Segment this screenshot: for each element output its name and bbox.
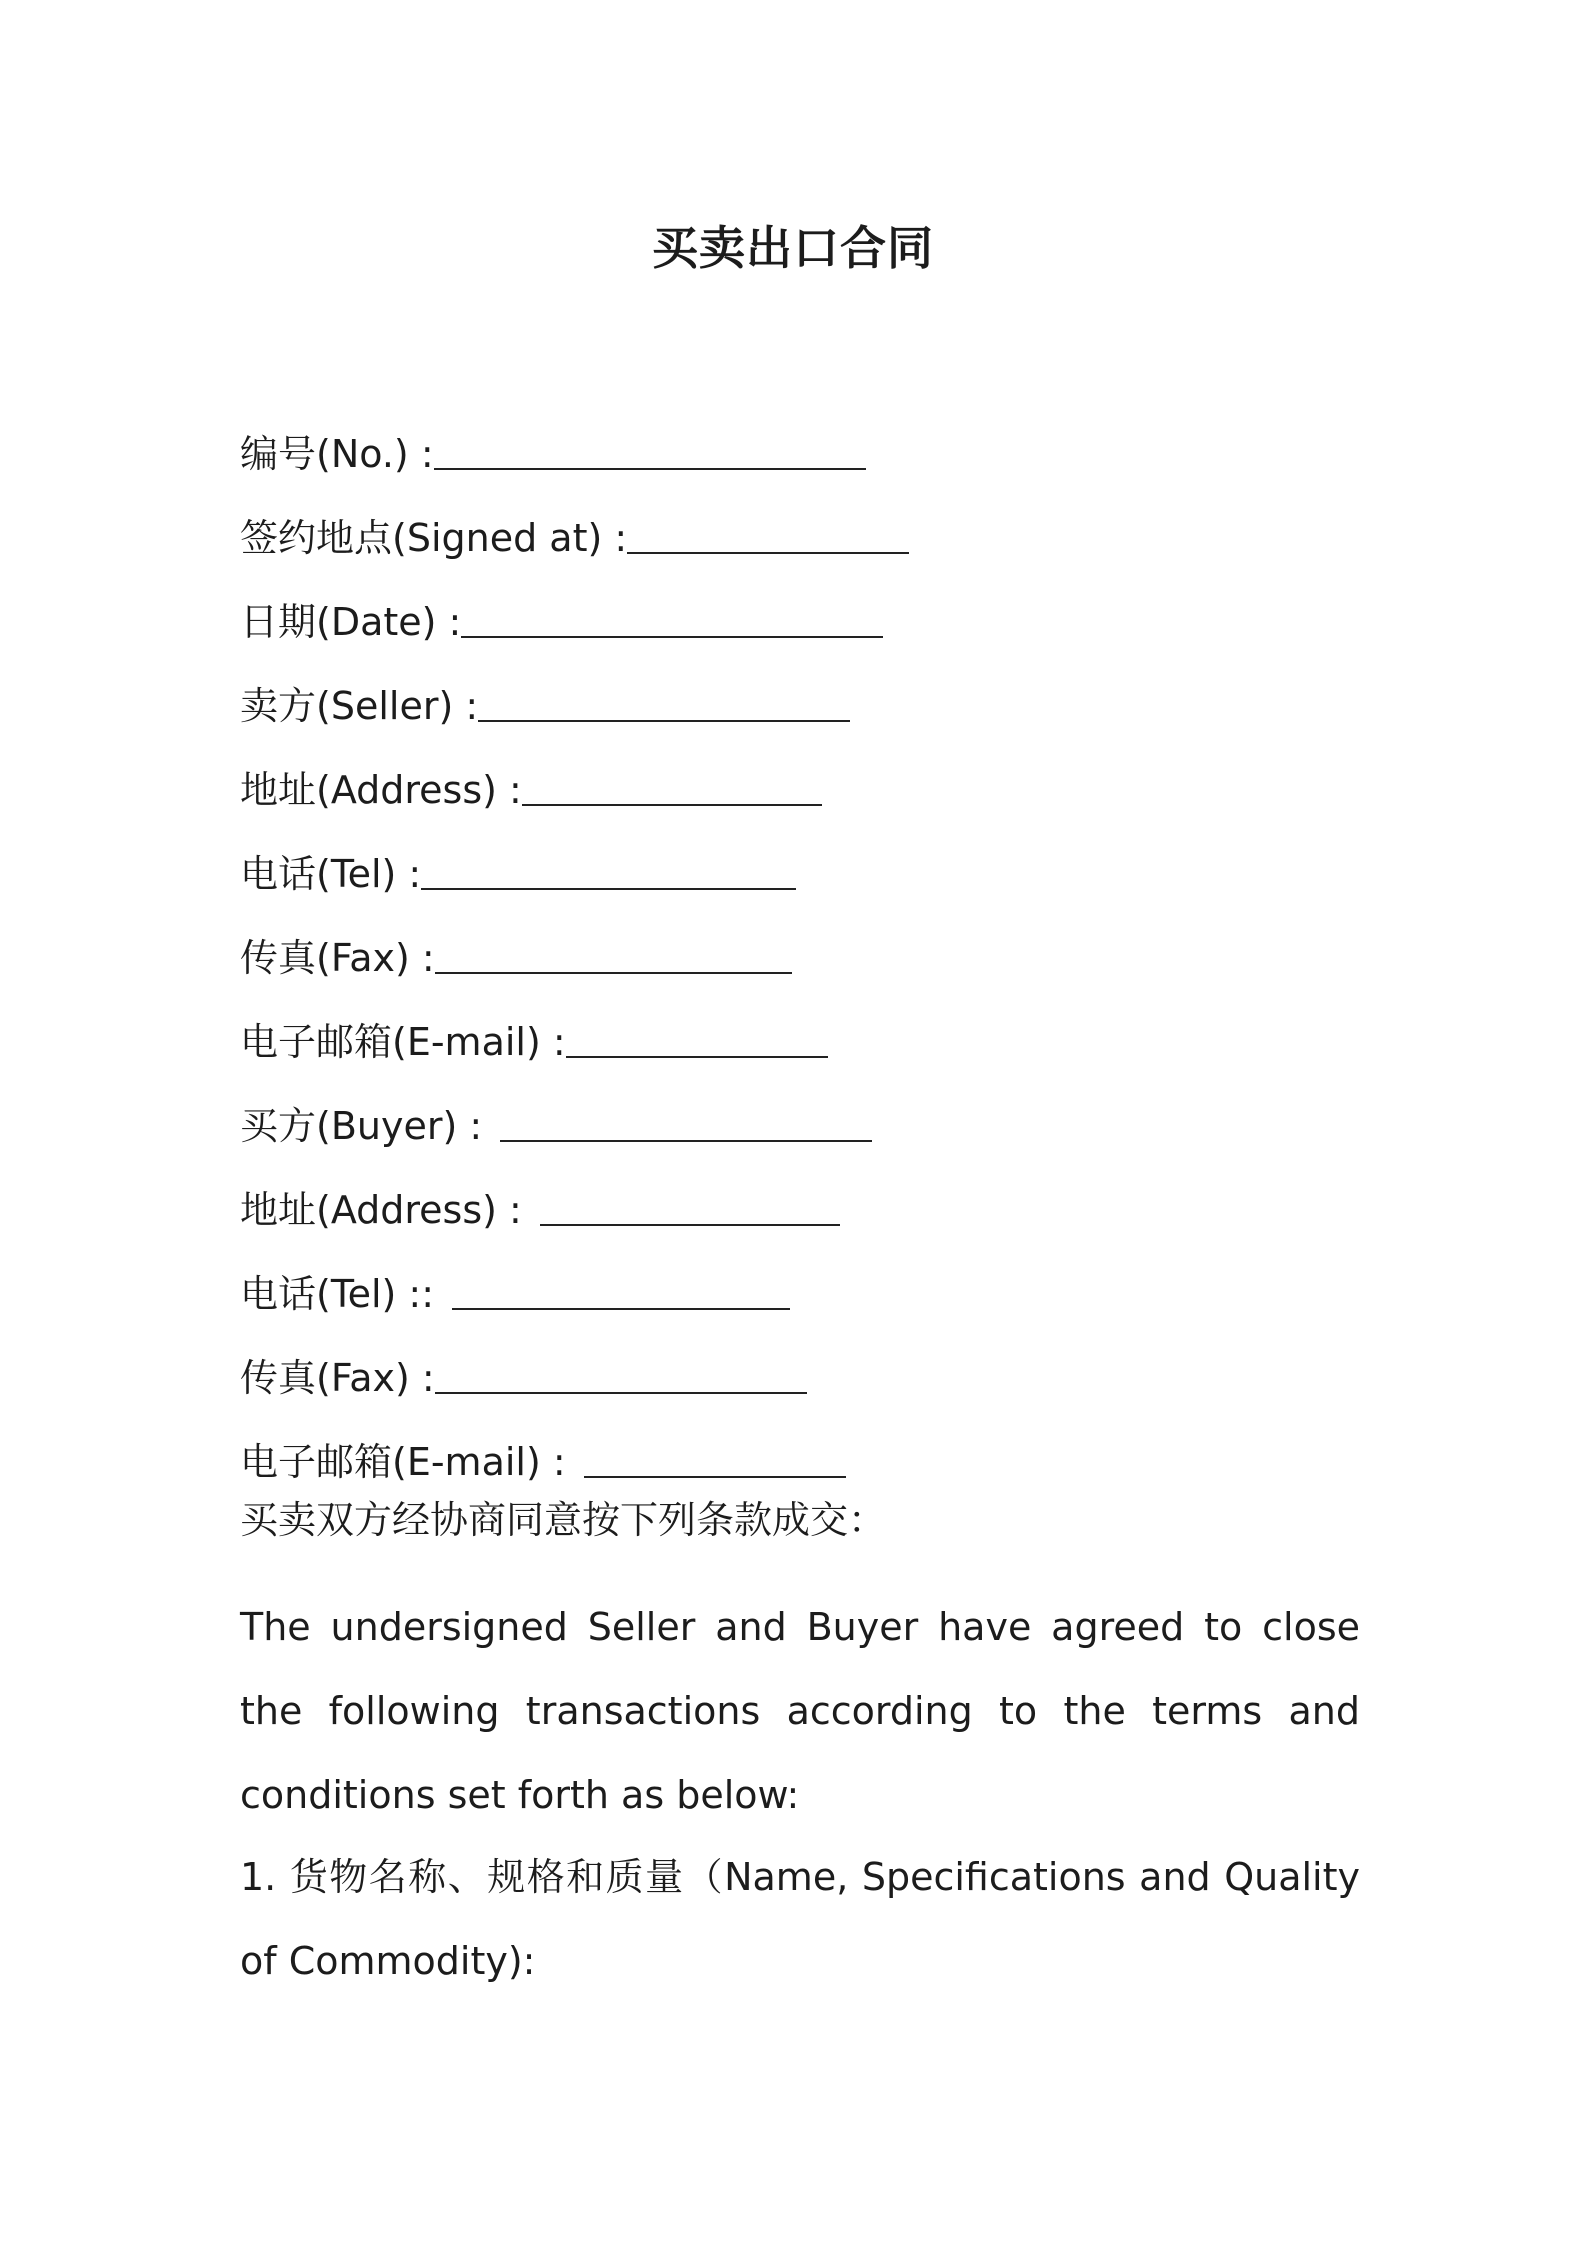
field-label-buyer-tel: 电话(Tel) :: xyxy=(240,1272,435,1316)
field-seller-fax xyxy=(240,904,1360,988)
field-buyer xyxy=(240,1072,1360,1156)
field-blank-seller[interactable] xyxy=(478,676,850,722)
field-blank-number[interactable] xyxy=(434,424,866,470)
field-number xyxy=(240,400,1360,484)
field-blank-date[interactable] xyxy=(461,592,883,638)
field-blank-buyer-address[interactable] xyxy=(540,1180,840,1226)
field-blank-buyer-email[interactable] xyxy=(584,1432,846,1478)
field-label-seller: 卖方(Seller) : xyxy=(240,684,479,728)
field-seller xyxy=(240,652,1360,736)
field-label-seller-tel: 电话(Tel) : xyxy=(240,852,422,896)
field-buyer-email xyxy=(240,1408,1360,1492)
field-label-seller-email: 电子邮箱(E-mail) : xyxy=(240,1020,566,1064)
agreement-english: The undersigned Seller and Buyer have agreed to close the following transactions according to the terms and conditions set forth as below: xyxy=(240,1605,1360,1817)
field-label-signed-at: 签约地点(Signed at) : xyxy=(240,516,628,560)
field-date xyxy=(240,568,1360,652)
field-seller-email xyxy=(240,988,1360,1072)
field-seller-address xyxy=(240,736,1360,820)
field-blank-seller-email[interactable] xyxy=(566,1012,828,1058)
field-label-number: 编号(No.) : xyxy=(240,432,434,476)
field-seller-tel xyxy=(240,820,1360,904)
field-label-buyer: 买方(Buyer) : xyxy=(240,1104,483,1148)
field-blank-seller-address[interactable] xyxy=(522,760,822,806)
agreement-chinese: 买卖双方经协商同意按下列条款成交： xyxy=(240,1498,887,1542)
field-label-seller-address: 地址(Address) : xyxy=(240,768,522,812)
field-blank-buyer-fax[interactable] xyxy=(435,1348,807,1394)
contract-title: 买卖出口合同 xyxy=(652,221,934,275)
field-blank-buyer-tel[interactable] xyxy=(452,1264,790,1310)
field-blank-buyer[interactable] xyxy=(500,1096,872,1142)
field-label-buyer-address: 地址(Address) : xyxy=(240,1188,522,1232)
field-buyer-tel xyxy=(240,1240,1360,1324)
clause-1-heading: 1. 货物名称、规格和质量（Name, Specifications and Quality of Commodity): xyxy=(240,1855,1360,1983)
field-buyer-fax xyxy=(240,1324,1360,1408)
field-label-buyer-email: 电子邮箱(E-mail) : xyxy=(240,1440,566,1484)
field-label-date: 日期(Date) : xyxy=(240,600,462,644)
field-signed-at xyxy=(240,484,1360,568)
field-label-buyer-fax: 传真(Fax) : xyxy=(240,1356,435,1400)
field-blank-seller-fax[interactable] xyxy=(435,928,792,974)
field-blank-seller-tel[interactable] xyxy=(421,844,796,890)
contract-fields xyxy=(240,400,1360,1492)
field-label-seller-fax: 传真(Fax) : xyxy=(240,936,435,980)
field-blank-signed-at[interactable] xyxy=(627,508,909,554)
field-buyer-address xyxy=(240,1156,1360,1240)
